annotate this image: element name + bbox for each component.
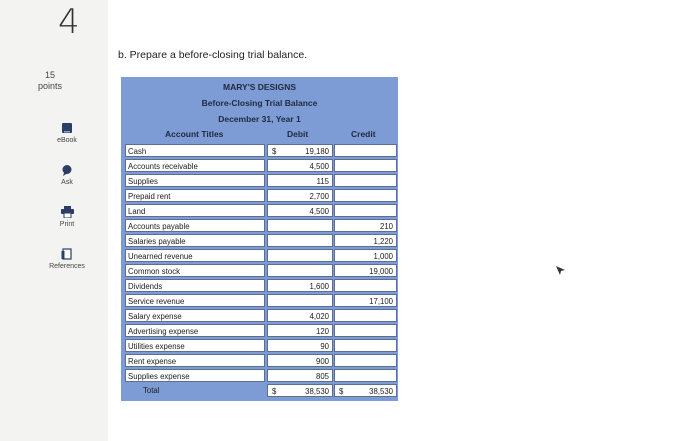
debit-value: 1,600 bbox=[309, 282, 329, 291]
total-debit-sign: $ bbox=[272, 387, 277, 396]
debit-input[interactable] bbox=[267, 339, 333, 352]
question-sidebar bbox=[0, 0, 108, 441]
account-title-input[interactable]: Service revenue bbox=[125, 294, 265, 307]
account-title-input[interactable]: Accounts receivable bbox=[125, 159, 265, 172]
debit-value: 19,180 bbox=[305, 147, 329, 156]
total-credit-input[interactable] bbox=[334, 384, 397, 397]
total-debit-input[interactable] bbox=[267, 384, 333, 397]
table-row bbox=[121, 218, 398, 233]
table-row bbox=[121, 323, 398, 338]
debit-input[interactable] bbox=[267, 189, 333, 202]
book-icon bbox=[61, 122, 73, 134]
question-prompt bbox=[118, 49, 307, 61]
account-title-input[interactable]: Prepaid rent bbox=[125, 189, 265, 202]
debit-input[interactable] bbox=[267, 219, 333, 232]
debit-input[interactable] bbox=[267, 354, 333, 367]
credit-input[interactable] bbox=[334, 144, 397, 157]
table-row bbox=[121, 368, 398, 383]
col-header-account: Account Titles bbox=[165, 129, 224, 139]
debit-value: 4,500 bbox=[309, 162, 329, 171]
ebook-button[interactable] bbox=[32, 122, 102, 144]
credit-input[interactable]: 1,220 bbox=[334, 234, 397, 247]
prompt-text: b. Prepare a before-closing trial balance. bbox=[118, 49, 308, 61]
statement-date: December 31, Year 1 bbox=[218, 114, 301, 124]
table-row bbox=[121, 188, 398, 203]
debit-input[interactable] bbox=[267, 144, 333, 157]
statement-title: Before-Closing Trial Balance bbox=[201, 98, 318, 108]
total-label: Total bbox=[143, 386, 160, 395]
table-row bbox=[121, 338, 398, 353]
credit-input[interactable]: 19,000 bbox=[334, 264, 397, 277]
print-label: Print bbox=[59, 221, 75, 228]
table-row bbox=[121, 158, 398, 173]
credit-input[interactable] bbox=[334, 279, 397, 292]
credit-input[interactable] bbox=[334, 369, 397, 382]
debit-sign: $ bbox=[272, 147, 277, 156]
table-row bbox=[121, 233, 398, 248]
debit-input[interactable] bbox=[267, 204, 333, 217]
debit-value: 120 bbox=[315, 327, 329, 336]
debit-input[interactable] bbox=[267, 294, 333, 307]
total-debit-value: 38,530 bbox=[305, 387, 329, 396]
table-row bbox=[121, 278, 398, 293]
table-row bbox=[121, 143, 398, 158]
account-title-input[interactable]: Rent expense bbox=[125, 354, 265, 367]
debit-input[interactable] bbox=[267, 264, 333, 277]
credit-input[interactable] bbox=[334, 324, 397, 337]
credit-input[interactable] bbox=[334, 159, 397, 172]
points-info bbox=[38, 70, 62, 92]
references-icon bbox=[61, 248, 73, 260]
account-title-input[interactable]: Supplies expense bbox=[125, 369, 265, 382]
table-row bbox=[121, 248, 398, 263]
total-credit-sign: $ bbox=[339, 387, 344, 396]
table-row bbox=[121, 263, 398, 278]
debit-input[interactable] bbox=[267, 249, 333, 262]
debit-value: 900 bbox=[315, 357, 329, 366]
col-header-credit: Credit bbox=[351, 129, 376, 139]
account-title-input[interactable]: Unearned revenue bbox=[125, 249, 265, 262]
print-button[interactable] bbox=[32, 206, 102, 228]
table-row bbox=[121, 308, 398, 323]
account-title-input[interactable]: Land bbox=[125, 204, 265, 217]
debit-value: 4,500 bbox=[309, 207, 329, 216]
chat-bubble-icon bbox=[61, 164, 73, 176]
trial-balance-table bbox=[121, 77, 398, 401]
account-title-input[interactable]: Common stock bbox=[125, 264, 265, 277]
table-row bbox=[121, 203, 398, 218]
debit-input[interactable] bbox=[267, 279, 333, 292]
debit-value: 4,020 bbox=[309, 312, 329, 321]
total-row bbox=[121, 383, 398, 398]
credit-input[interactable] bbox=[334, 189, 397, 202]
debit-value: 115 bbox=[316, 177, 329, 186]
printer-icon bbox=[61, 206, 74, 218]
account-title-input[interactable]: Advertising expense bbox=[125, 324, 265, 337]
credit-input[interactable] bbox=[334, 204, 397, 217]
debit-input[interactable] bbox=[267, 324, 333, 337]
account-title-input[interactable]: Dividends bbox=[125, 279, 265, 292]
credit-input[interactable]: 17,100 bbox=[334, 294, 397, 307]
account-title-input[interactable]: Supplies bbox=[125, 174, 265, 187]
debit-input[interactable] bbox=[267, 369, 333, 382]
credit-input[interactable] bbox=[334, 309, 397, 322]
debit-input[interactable] bbox=[267, 234, 333, 247]
total-credit-value: 38,530 bbox=[369, 387, 393, 396]
credit-input[interactable]: 1,000 bbox=[334, 249, 397, 262]
ebook-label: eBook bbox=[57, 137, 77, 144]
debit-value: 2,700 bbox=[309, 192, 329, 201]
account-title-input[interactable]: Salaries payable bbox=[125, 234, 265, 247]
points-label: points bbox=[38, 81, 63, 91]
table-row bbox=[121, 173, 398, 188]
credit-input[interactable] bbox=[334, 339, 397, 352]
debit-input[interactable] bbox=[267, 309, 333, 322]
debit-value: 805 bbox=[315, 372, 329, 381]
question-number: 4 bbox=[58, 2, 80, 42]
references-label: References bbox=[49, 263, 85, 270]
ask-label: Ask bbox=[61, 179, 73, 186]
account-title-input[interactable]: Accounts payable bbox=[125, 219, 265, 232]
credit-input[interactable] bbox=[334, 354, 397, 367]
points-value: 15 bbox=[45, 70, 56, 80]
debit-input[interactable] bbox=[267, 159, 333, 172]
account-title-input[interactable]: Utilities expense bbox=[125, 339, 265, 352]
mouse-cursor-icon bbox=[556, 266, 566, 276]
company-name: MARY'S DESIGNS bbox=[222, 82, 297, 92]
debit-input[interactable] bbox=[267, 174, 333, 187]
ask-button[interactable] bbox=[32, 164, 102, 186]
account-title-input[interactable]: Salary expense bbox=[125, 309, 265, 322]
col-header-debit: Debit bbox=[287, 129, 309, 139]
account-title-input[interactable]: Cash bbox=[125, 144, 265, 157]
table-row bbox=[121, 293, 398, 308]
credit-input[interactable] bbox=[334, 174, 397, 187]
debit-value: 90 bbox=[320, 342, 329, 351]
credit-input[interactable]: 210 bbox=[334, 219, 397, 232]
table-row bbox=[121, 353, 398, 368]
references-button[interactable] bbox=[32, 248, 102, 270]
